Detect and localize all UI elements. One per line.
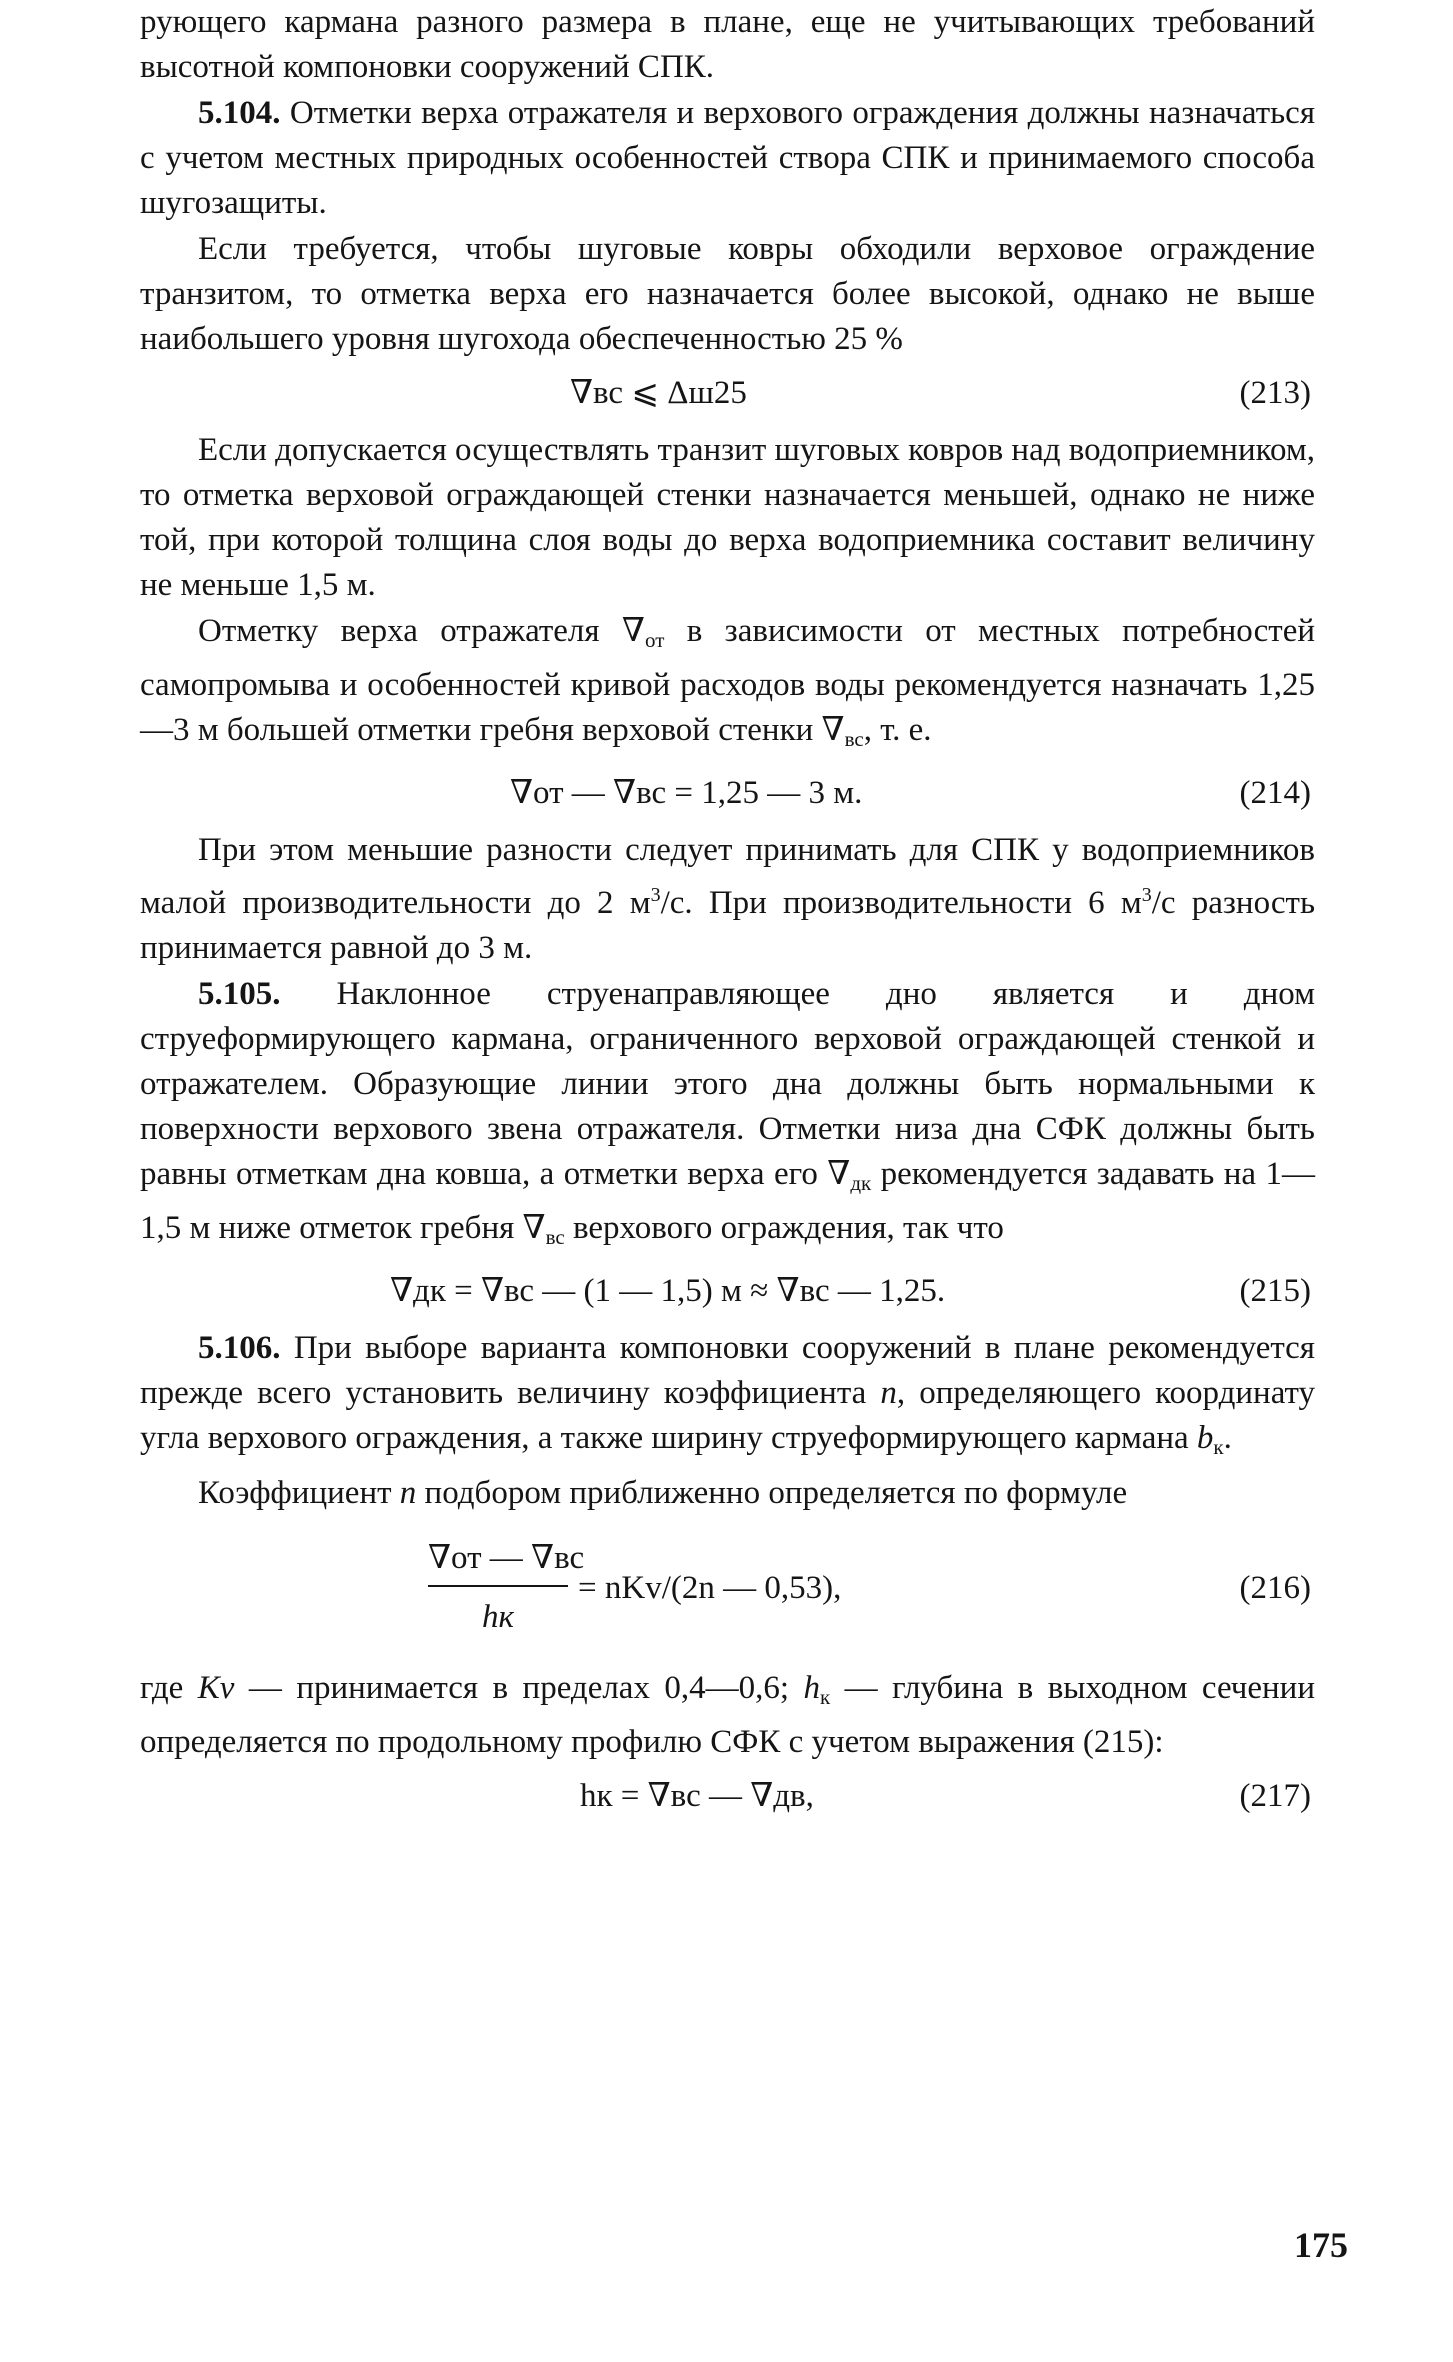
equation-formula: ∇вс ⩽ Δш25 xyxy=(570,375,747,411)
section-5-105: 5.105. Наклонное струенаправляющее дно является и дном струеформирующего кармана, ограниченного верховой ограждающей стенкой и отражателем. Образующие линии этого дна должны быть нормальными к поверхности верхового звена отражателя. Отметки низа дна СФК должны быть равны отметкам дна ковша, а отметки верха его $\nabla_{дк}$ рекомендуется задавать на 1—1,5 м ниже отметок гребня $\nabla_{вс}$ верхового ограждения, так что xyxy=(140,976,1315,1249)
section-number: 5.105. xyxy=(198,976,281,1012)
equation-215 xyxy=(140,1269,1315,1317)
paragraph-coefficient: Коэффициент n подбором приближенно определяется по формуле xyxy=(198,1475,1128,1511)
equation-fraction xyxy=(428,1536,585,1640)
equation-formula: hк = ∇вс — ∇дв, xyxy=(580,1778,814,1814)
equation-formula: = nKv/(2n — 0,53), xyxy=(578,1570,842,1606)
section-5-104: 5.104. Отметки верха отражателя и верхового ограждения должны назначаться с учетом местных природных особенностей створа СПК и принимаемого способа шугозащиты. xyxy=(140,95,1315,221)
paragraph-reflector-mark: Отметку верха отражателя $\nabla_{от}$ в зависимости от местных потребностей самопромыва и особенностей кривой расходов воды рекомендуется назначать 1,25—3 м большей отметки гребня верховой стенки $\nabla_{вс}$, т. е. xyxy=(140,613,1316,751)
equation-216 xyxy=(140,1536,1315,1648)
equation-formula: ∇дк = ∇вс — (1 — 1,5) м ≈ ∇вс — 1,25. xyxy=(390,1273,946,1309)
equation-number: (215) xyxy=(1239,1273,1311,1309)
paragraph-where: где Kv — принимается в пределах 0,4—0,6; $h_к$ — глубина в выходном сечении определяется по продольному профилю СФК с учетом выражения (215): xyxy=(140,1670,1315,1760)
equation-number: (213) xyxy=(1239,375,1311,411)
equation-number: (216) xyxy=(1239,1570,1311,1606)
equation-number: (214) xyxy=(1239,775,1311,811)
equation-formula: ∇от — ∇вс = 1,25 — 3 м. xyxy=(510,775,863,811)
page-number: 175 xyxy=(1294,2225,1348,2265)
section-number: 5.104. xyxy=(198,95,281,131)
equation-217 xyxy=(140,1774,1315,1822)
equation-214 xyxy=(140,771,1315,819)
section-number: 5.106. xyxy=(198,1330,281,1366)
paragraph-transit: Если требуется, чтобы шуговые ковры обходили верховое ограждение транзитом, то отметка верха его назначается более высокой, однако не выше наибольшего уровня шугохода обеспеченностью 25 % xyxy=(140,231,1315,357)
page-body xyxy=(140,0,1315,1831)
paragraph-transit-allowed: Если допускается осуществлять транзит шуговых ковров над водоприемником, то отметка верховой ограждающей стенки назначается меньшей, однако не ниже той, при которой толщина слоя воды до верха водоприемника составит величину не меньше 1,5 м. xyxy=(140,432,1315,603)
equation-213 xyxy=(140,371,1315,419)
paragraph-differences: При этом меньшие разности следует принимать для СПК у водоприемников малой производительности до 2 $м^3/с$. При производительности 6 $м^3/с$ разность принимается равной до 3 м. xyxy=(140,832,1316,966)
fraction-numerator: ∇от — ∇вс xyxy=(428,1536,568,1587)
fraction-denominator: hк xyxy=(482,1599,514,1635)
paragraph-continuation: рующего кармана разного размера в плане, еще не учитывающих требований высотной компоновки сооружений СПК. xyxy=(140,4,1315,85)
section-5-106: 5.106. При выборе варианта компоновки сооружений в плане рекомендуется прежде всего установить величину коэффициента n, определяющего координату угла верхового ограждения, а также ширину струеформирующего кармана $b_к$. xyxy=(140,1330,1315,1459)
equation-number: (217) xyxy=(1239,1778,1311,1814)
